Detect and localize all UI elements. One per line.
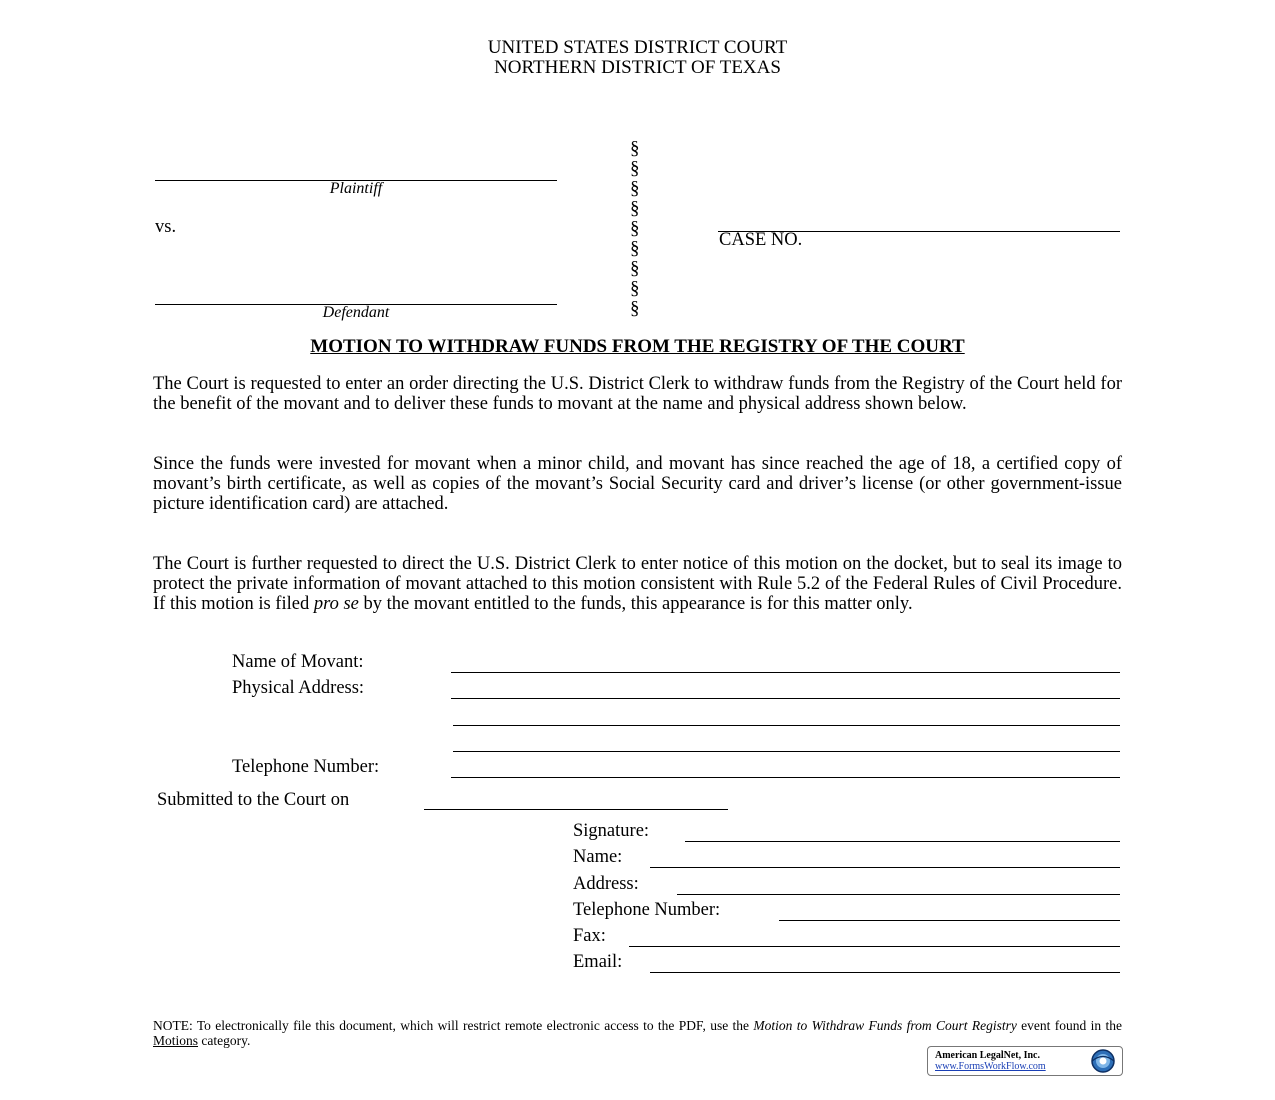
section-mark: § bbox=[630, 138, 640, 159]
movant-address-line-2[interactable] bbox=[453, 725, 1120, 726]
movant-address-field[interactable] bbox=[451, 698, 1120, 699]
signer-phone-label: Telephone Number: bbox=[573, 900, 721, 920]
filing-note: NOTE: To electronically file this document, which will restrict remote electronic access to the PDF, use the Motion to Withdraw Funds from Court Registry event found in the Motions category. bbox=[153, 1018, 1122, 1048]
movant-phone-field[interactable] bbox=[451, 777, 1120, 778]
signer-fax-field[interactable] bbox=[629, 946, 1120, 947]
plaintiff-label: Plaintiff bbox=[329, 180, 383, 197]
section-mark: § bbox=[630, 238, 640, 259]
district-name: NORTHERN DISTRICT OF TEXAS bbox=[494, 57, 781, 78]
movant-address-line-3[interactable] bbox=[453, 751, 1120, 752]
section-mark: § bbox=[630, 258, 640, 279]
section-mark: § bbox=[630, 198, 640, 219]
section-mark: § bbox=[630, 218, 640, 239]
signature-label: Signature: bbox=[573, 821, 650, 841]
defendant-label: Defendant bbox=[322, 304, 390, 321]
signer-address-field[interactable] bbox=[677, 894, 1120, 895]
american-legalnet-logo[interactable] bbox=[927, 1046, 1123, 1076]
vs-label: vs. bbox=[155, 217, 177, 237]
signer-email-field[interactable] bbox=[650, 972, 1120, 973]
section-mark: § bbox=[630, 298, 640, 319]
motion-title: MOTION TO WITHDRAW FUNDS FROM THE REGISTRY OF THE COURT bbox=[310, 336, 965, 357]
paragraph-minor-child: Since the funds were invested for movant when a minor child, and movant has since reached the age of 18, a certified copy of movant’s birth certificate, as well as copies of the movant’s Social Security card and driver’s license (or other government-issue picture identification card) are attached. bbox=[153, 454, 1122, 514]
movant-name-label: Name of Movant: bbox=[232, 652, 364, 672]
section-mark-column bbox=[630, 139, 644, 319]
signer-name-label: Name: bbox=[573, 847, 623, 867]
submitted-date-field[interactable] bbox=[424, 809, 728, 810]
logo-url-link[interactable]: www.FormsWorkFlow.com bbox=[935, 1061, 1046, 1072]
section-mark: § bbox=[630, 178, 640, 199]
submitted-label: Submitted to the Court on bbox=[157, 790, 350, 810]
paragraph-request: The Court is requested to enter an order directing the U.S. District Clerk to withdraw funds from the Registry of the Court held for the benefit of the movant and to deliver these funds to movant at the name and physical address shown below. bbox=[153, 374, 1122, 414]
signature-field[interactable] bbox=[685, 841, 1120, 842]
court-name: UNITED STATES DISTRICT COURT bbox=[487, 37, 788, 58]
signer-phone-field[interactable] bbox=[779, 920, 1120, 921]
section-mark: § bbox=[630, 278, 640, 299]
signer-email-label: Email: bbox=[573, 952, 623, 972]
case-no-label: CASE NO. bbox=[719, 230, 803, 250]
movant-address-label: Physical Address: bbox=[232, 678, 365, 698]
globe-icon bbox=[1088, 1048, 1118, 1074]
movant-name-field[interactable] bbox=[451, 672, 1120, 673]
paragraph-seal: The Court is further requested to direct the U.S. District Clerk to enter notice of this motion on the docket, but to seal its image to protect the private information of movant attached to this motion consistent with Rule 5.2 of the Federal Rules of Civil Procedure. If this motion is filed pro se by the movant entitled to the funds, this appearance is for this matter only. bbox=[153, 554, 1122, 614]
signer-address-label: Address: bbox=[573, 874, 639, 894]
signer-name-field[interactable] bbox=[650, 867, 1120, 868]
logo-company-name: American LegalNet, Inc. bbox=[935, 1050, 1040, 1061]
signer-fax-label: Fax: bbox=[573, 926, 606, 946]
section-mark: § bbox=[630, 158, 640, 179]
movant-phone-label: Telephone Number: bbox=[232, 757, 380, 777]
